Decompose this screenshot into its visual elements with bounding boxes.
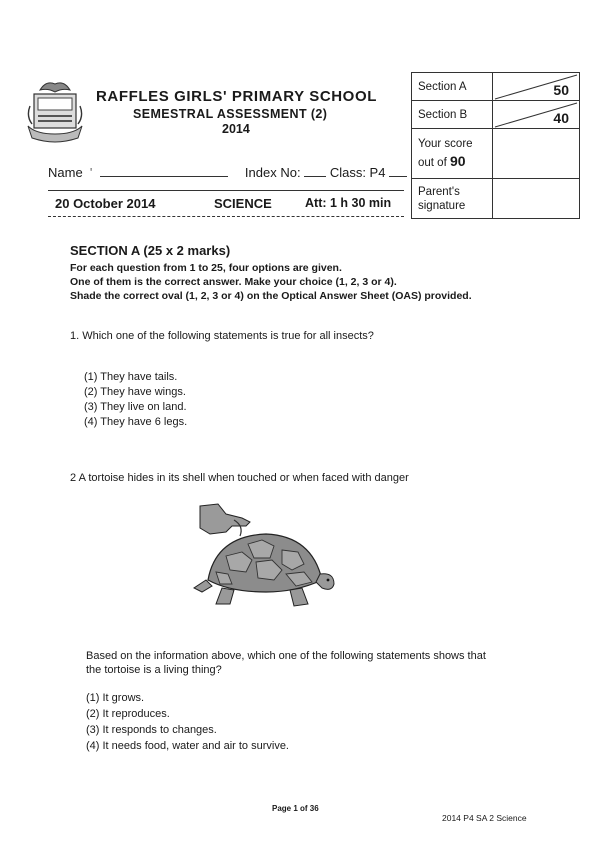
question-1-option-2: (2) They have wings. — [84, 386, 186, 398]
exam-date: 20 October 2014 — [55, 196, 156, 211]
class-label: Class: P4 — [329, 165, 386, 180]
name-label: Name — [48, 165, 83, 180]
parent-signature-label: Parent's signature — [412, 179, 493, 219]
question-1-option-4: (4) They have 6 legs. — [84, 416, 188, 428]
school-crest-logo — [26, 76, 84, 146]
class-field[interactable] — [389, 165, 407, 177]
index-label: Index No: — [244, 165, 301, 180]
section-a-score[interactable] — [493, 73, 580, 101]
question-2-option-4: (4) It needs food, water and air to survive. — [86, 740, 289, 752]
name-field[interactable] — [100, 165, 228, 177]
exam-subject: SCIENCE — [214, 196, 272, 211]
section-b-max: 40 — [553, 110, 569, 126]
total-score-label: Your score out of 90 — [412, 129, 493, 179]
section-a-label: Section A — [412, 73, 493, 101]
header-divider-bottom — [48, 216, 404, 218]
school-name: RAFFLES GIRLS' PRIMARY SCHOOL — [96, 88, 377, 105]
question-2-option-3: (3) It responds to changes. — [86, 724, 217, 736]
score-box — [411, 72, 580, 219]
paper-code: 2014 P4 SA 2 Science — [442, 813, 527, 823]
question-2-option-2: (2) It reproduces. — [86, 708, 170, 720]
total-max: 90 — [449, 152, 466, 169]
assessment-year: 2014 — [222, 122, 250, 136]
page-number: Page 1 of 36 — [272, 804, 319, 813]
instruction-line-1: For each question from 1 to 25, four options are given. — [70, 262, 342, 274]
instruction-line-3: Shade the correct oval (1, 2, 3 or 4) on the Optical Answer Sheet (OAS) provided. — [70, 290, 472, 302]
question-1-option-3: (3) They live on land. — [84, 401, 187, 413]
question-2-option-1: (1) It grows. — [86, 692, 145, 704]
section-b-label: Section B — [412, 101, 493, 129]
instruction-line-2: One of them is the correct answer. Make your choice (1, 2, 3 or 4). — [70, 276, 397, 288]
parent-signature-field[interactable] — [493, 179, 580, 219]
name-index-class-row: Name ' Index No: Class: P4 — [48, 165, 408, 180]
exam-duration: Att: 1 h 30 min — [305, 196, 392, 210]
header-divider-top — [48, 190, 404, 191]
question-1-option-1: (1) They have tails. — [84, 371, 178, 383]
question-2-stem: 2 A tortoise hides in its shell when touched or when faced with danger — [70, 472, 409, 484]
index-field[interactable] — [304, 165, 326, 177]
section-a-max: 50 — [553, 82, 569, 98]
question-1-stem: 1. Which one of the following statements is true for all insects? — [70, 330, 374, 342]
tortoise-illustration — [186, 500, 336, 624]
assessment-title: SEMESTRAL ASSESSMENT (2) — [133, 107, 328, 121]
section-b-score[interactable] — [493, 101, 580, 129]
section-a-title: SECTION A (25 x 2 marks) — [70, 243, 231, 258]
total-score-field[interactable] — [493, 129, 580, 179]
question-2-prompt-line-1: Based on the information above, which one of the following statements shows that — [86, 650, 486, 662]
question-2-prompt-line-2: the tortoise is a living thing? — [86, 664, 222, 676]
